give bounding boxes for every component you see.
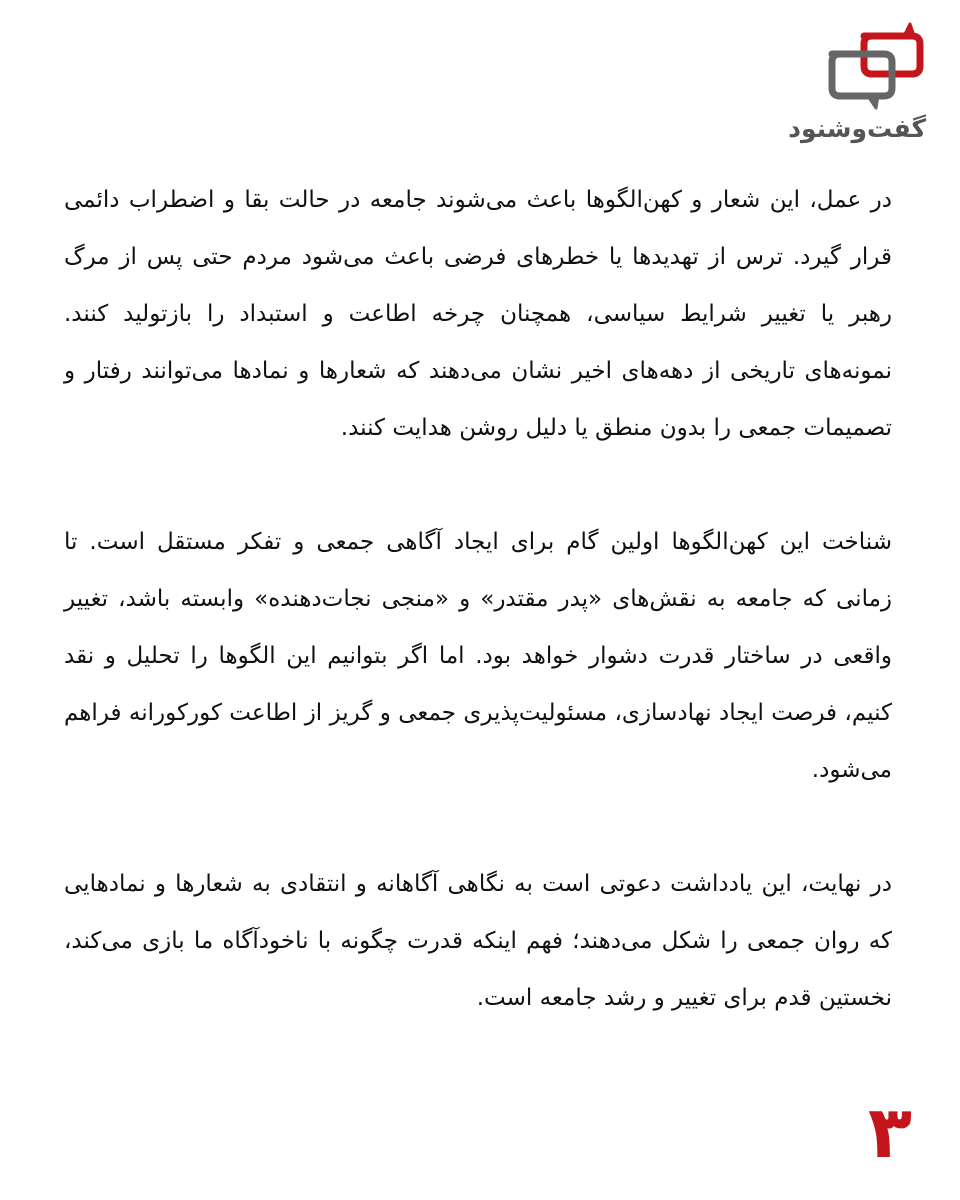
paragraph-3: در نهایت، این یادداشت دعوتی است به نگاهی آگاهانه و انتقادی به شعارها و نمادهایی که روان جمعی را شکل می‌دهند؛ فهم اینکه قدرت چگونه با ناخودآگاه ما بازی می‌کند، نخستین قدم برای تغییر و رشد جامعه است. (64, 871, 892, 1011)
article-body (64, 172, 892, 1027)
page-number: ۳ (868, 1090, 912, 1174)
speech-bubbles-icon (816, 18, 926, 118)
brand-logo (788, 18, 926, 143)
logo-wordmark: گفت‌وشنود (788, 114, 926, 143)
paragraph-1: در عمل، این شعار و کهن‌الگوها باعث می‌شوند جامعه در حالت بقا و اضطراب دائمی قرار گیرد. ترس از تهدیدها یا خطرهای فرضی باعث می‌شود مردم حتی پس از مرگ رهبر یا تغییر شرایط سیاسی، همچنان چرخه اطاعت و استبداد را بازتولید کنند. نمونه‌های تاریخی از دهه‌های اخیر نشان می‌دهند که شعارها و نمادها می‌توانند رفتار و تصمیمات جمعی را بدون منطق یا دلیل روشن هدایت کنند. (64, 187, 892, 441)
paragraph-2: شناخت این کهن‌الگوها اولین گام برای ایجاد آگاهی جمعی و تفکر مستقل است. تا زمانی که جامعه به نقش‌های «پدر مقتدر» و «منجی نجات‌دهنده» وابسته باشد، تغییر واقعی در ساختار قدرت دشوار خواهد بود. اما اگر بتوانیم این الگوها را تحلیل و نقد کنیم، فرصت ایجاد نهادسازی، مسئولیت‌پذیری جمعی و گریز از اطاعت کورکورانه فراهم می‌شود. (64, 529, 892, 783)
